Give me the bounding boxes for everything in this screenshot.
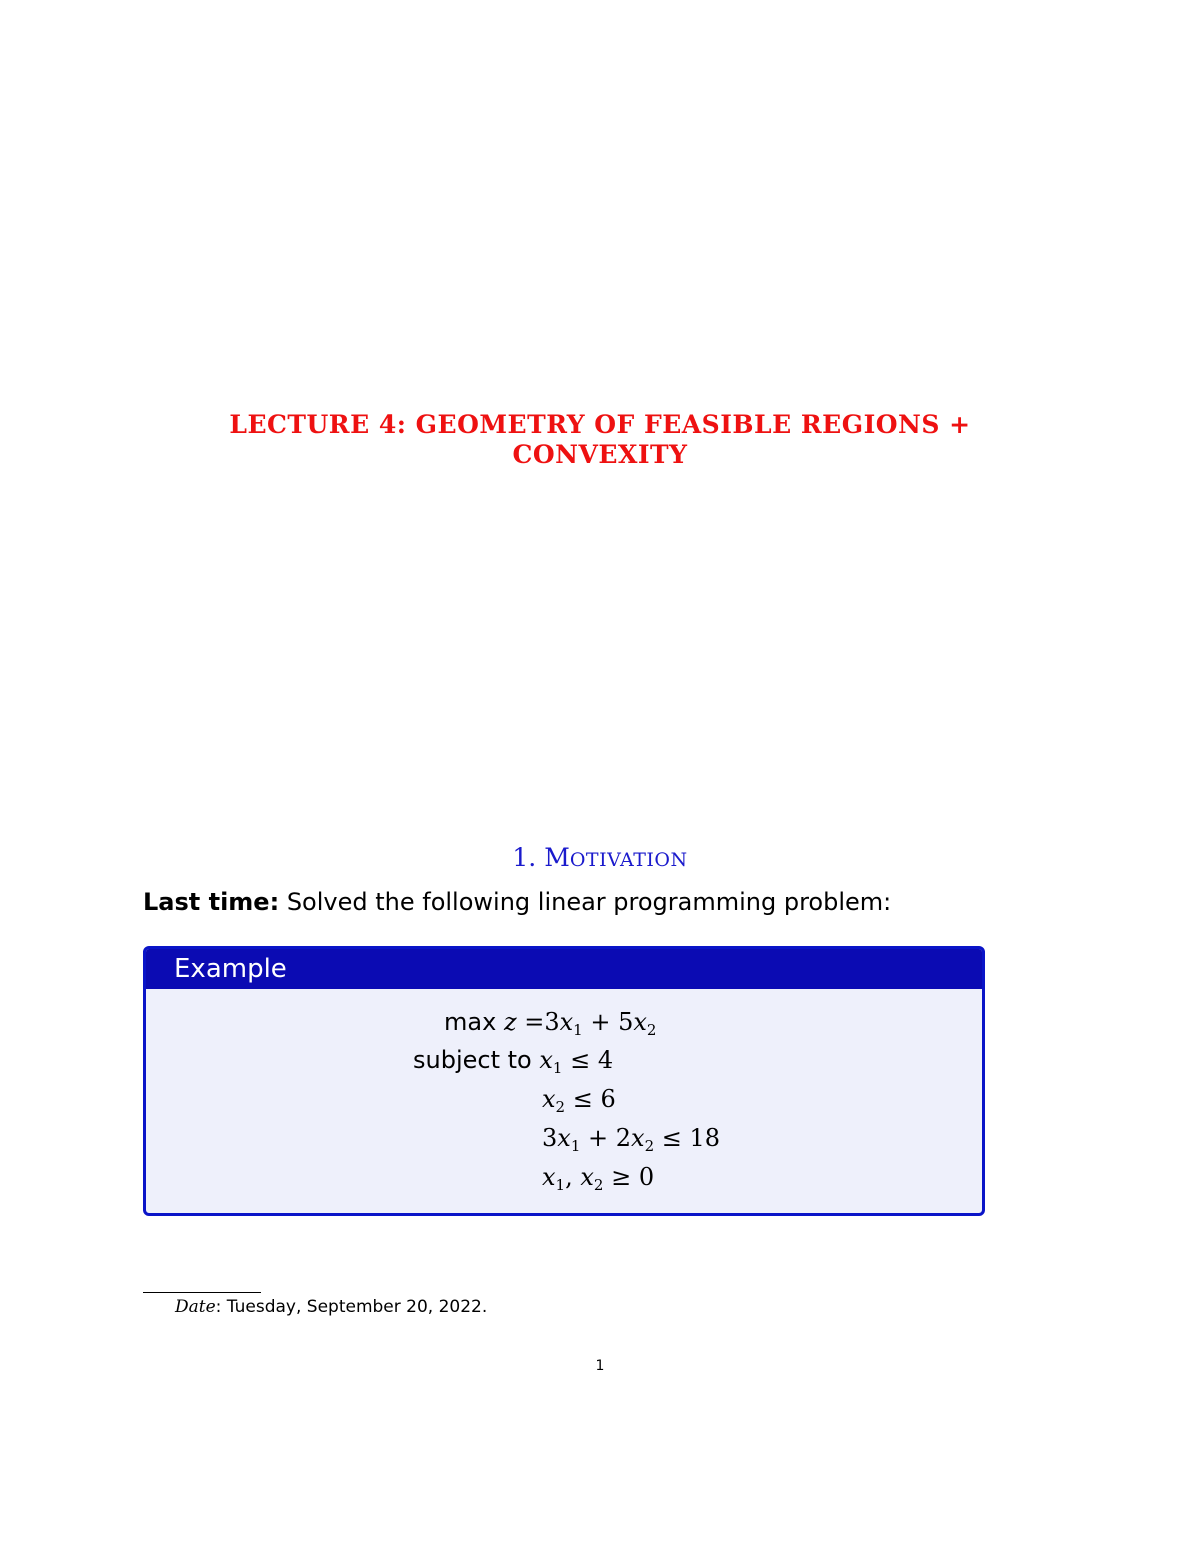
constraint-1-op: ≤ 4 (562, 1046, 614, 1074)
objective-line (444, 1007, 656, 1037)
var-x: x (580, 1163, 594, 1191)
subscript-2: 2 (644, 1137, 655, 1155)
constraint-2 (542, 1084, 616, 1114)
example-header: Example (146, 949, 982, 989)
section-heading (0, 843, 1200, 875)
var-x: x (542, 1085, 556, 1113)
section-name-rest: OTIVATION (569, 849, 688, 871)
var-x: x (631, 1124, 645, 1152)
subscript-1: 1 (573, 1021, 583, 1039)
subscript-1: 1 (570, 1137, 581, 1155)
var-x: x (633, 1008, 647, 1036)
page-number: 1 (595, 1358, 605, 1374)
constraint-3 (542, 1123, 720, 1153)
subject-to-label: subject to (413, 1046, 532, 1074)
objective-variable: z (503, 1008, 517, 1036)
constraint-4-sep: , (565, 1163, 581, 1191)
section-name-initial: M (544, 843, 570, 872)
footnote-rule (143, 1292, 261, 1293)
constraint-2-op: ≤ 6 (565, 1085, 616, 1113)
constraint-3-coef-b: + 2 (580, 1124, 632, 1152)
intro-text: Solved the following linear programming problem: (279, 888, 892, 916)
intro-lead: Last time: (143, 888, 280, 916)
subscript-1: 1 (555, 1176, 566, 1194)
max-keyword: max (444, 1008, 497, 1036)
footnote-text: : Tuesday, September 20, 2022. (215, 1297, 488, 1317)
constraint-1 (413, 1045, 613, 1075)
section-number: 1. (512, 843, 537, 872)
constraint-4 (542, 1162, 654, 1192)
footnote-date (175, 1295, 487, 1319)
lecture-title (0, 410, 1200, 470)
var-x: x (559, 1008, 574, 1036)
lecture-title-line-2: CONVEXITY (512, 440, 688, 469)
var-x: x (557, 1124, 571, 1152)
objective-coef-b: + 5 (582, 1008, 634, 1036)
objective-coef-a: =3 (524, 1008, 560, 1036)
subscript-2: 2 (593, 1176, 604, 1194)
constraint-4-op: ≥ 0 (603, 1163, 655, 1191)
var-x: x (539, 1046, 553, 1074)
subscript-1: 1 (552, 1059, 563, 1077)
var-x: x (542, 1163, 556, 1191)
footnote-label: Date (175, 1297, 216, 1317)
intro-paragraph (143, 886, 891, 918)
constraint-3-op: ≤ 18 (654, 1124, 721, 1152)
constraint-3-coef-a: 3 (542, 1124, 558, 1152)
lecture-title-line-1: LECTURE 4: GEOMETRY OF FEASIBLE REGIONS + (229, 410, 971, 439)
subscript-2: 2 (646, 1021, 657, 1039)
example-box (143, 946, 985, 1216)
subscript-2: 2 (555, 1098, 566, 1116)
